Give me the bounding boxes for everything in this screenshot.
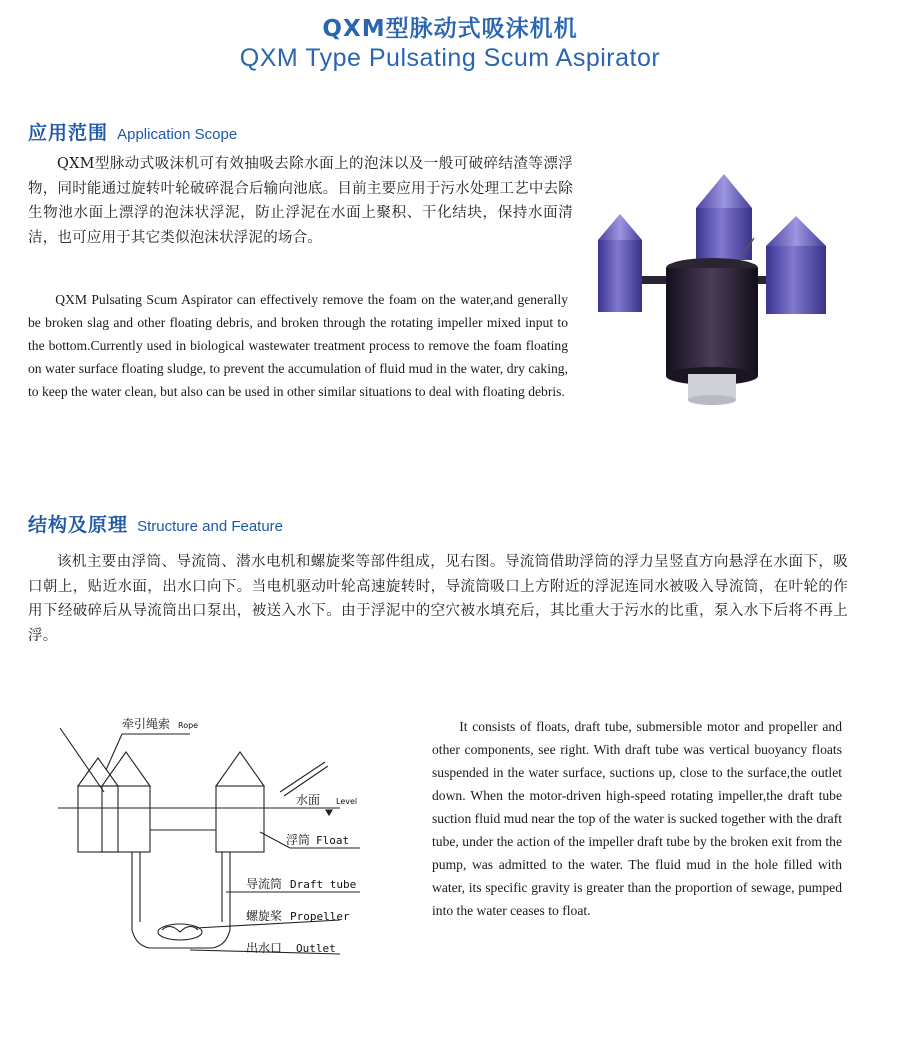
diagram-label-propeller-cn: 螺旋桨 xyxy=(246,909,283,923)
structure-feature-text-cn: 该机主要由浮筒、导流筒、潜水电机和螺旋桨等部件组成，见右图。导流筒借助浮筒的浮力呈竖直方向悬浮在水面下，吸口朝上，贴近水面，出水口向下。当电机驱动叶轮高速旋转时，导流筒吸口上方附近的浮泥连同水被吸入导流筒，在叶轮的作用下经破碎后从导流筒出口泵出，被送入水下。由于浮泥中的空穴被水填充后，其比重大于污水的比重，泵入水下后将不再上浮。 xyxy=(28,554,848,644)
structure-feature-text-en: It consists of floats, draft tube, submersible motor and propeller and other components, see right. With draft tube was vertical buoyancy floats suspended in the water surface, suctions up, close to the surface,the outlet down. When the motor-driven high-speed rotating impeller,the draft tube suction fluid mud near the top of the water is sucked together with the draft tube, under the action of the impeller draft tube by the broken exit from the pump, was admitted to the water. The fluid mud in the hole filled with water, its specific gravity is greater than the proportion of sewage, pumped into the water ceases to float. xyxy=(432,719,842,918)
page-title-cn: QXM型脉动式吸沫机机 xyxy=(322,16,578,42)
structure-feature-heading xyxy=(28,510,283,537)
page-title-en: QXM Type Pulsating Scum Aspirator xyxy=(239,44,661,72)
application-scope-text-en: QXM Pulsating Scum Aspirator can effectively remove the foam on the water,and generally be broken slag and other floating debris, and broken through the rotating impeller mixed input to the bottom.Currently used in biological wastewater treatment process to remove the foam floating on water surface floating sludge, to prevent the accumulation of fluid mud in the water, dry caking, to keep the water clean, but also can be used in other similar situations to deal with floating debris. xyxy=(28,292,568,399)
diagram-label-draft-tube-cn: 导流筒 xyxy=(246,877,283,891)
application-scope-heading-cn: 应用范围 xyxy=(28,122,109,144)
diagram-label-rope-cn: 牵引绳索 xyxy=(122,717,171,731)
structure-feature-heading-cn: 结构及原理 xyxy=(28,514,129,536)
diagram-label-level-en: Level xyxy=(336,797,358,806)
diagram-label-rope-en: Rope xyxy=(178,721,199,730)
diagram-label-outlet-cn: 出水口 xyxy=(246,941,283,955)
application-scope-heading xyxy=(28,118,237,145)
product-photo-aspirator xyxy=(592,168,862,418)
application-scope-heading-en: Application Scope xyxy=(117,126,238,143)
diagram-label-level-cn: 水面 xyxy=(296,793,321,807)
diagram-label-draft-tube-en: Draft tube xyxy=(290,878,357,891)
diagram-label-propeller-en: Propeller xyxy=(290,910,350,923)
diagram-label-float-en: Float xyxy=(316,834,350,847)
structure-feature-heading-en: Structure and Feature xyxy=(137,518,284,535)
structure-diagram xyxy=(40,700,420,980)
diagram-label-float-cn: 浮筒 xyxy=(286,833,311,847)
diagram-label-outlet-en: Outlet xyxy=(296,942,336,955)
application-scope-text-cn: QXM型脉动式吸沫机可有效抽吸去除水面上的泡沫以及一般可破碎结渣等漂浮物，同时能通过旋转叶轮破碎混合后输向池底。目前主要应用于污水处理工艺中去除生物池水面上漂浮的泡沫状浮泥，防止浮泥在水面上聚积、干化结块，保持水面清洁，也可应用于其它类似泡沫状浮泥的场合。 xyxy=(28,156,573,246)
